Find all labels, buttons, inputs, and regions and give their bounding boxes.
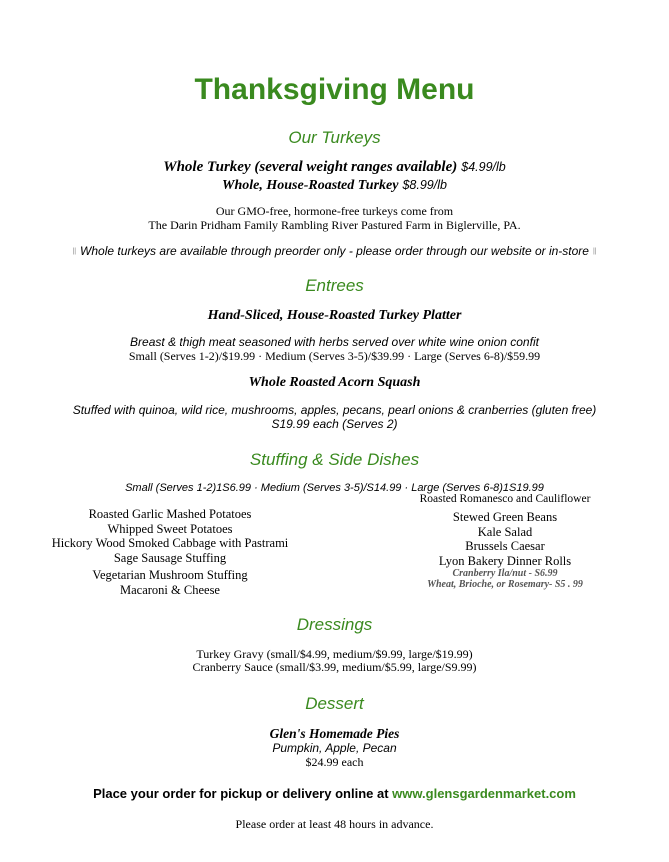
sides-prices: Small (Serves 1-2)1S6.99 · Medium (Serves 3-5)/S14.99 · Large (Serves 6-8)1S19.99: [125, 482, 544, 494]
dressing-cranberry-sauce: Cranberry Sauce (small/$3.99, medium/$5.99, large/S9.99): [192, 660, 477, 674]
section-heading-dessert: Dessert: [305, 694, 364, 713]
turkey-source-line-1: Our GMO-free, hormone-free turkeys come from: [215, 204, 454, 218]
entree-turkey-platter-prices: Small (Serves 1-2)/$19.99 · Medium (Serves 3-5)/$39.99 · Large (Serves 6-8)/$59.99: [128, 349, 541, 363]
advance-notice: Please order at least 48 hours in advance.: [235, 817, 434, 831]
side-note-cranberry: Cranberry Ila/nut - S6.99: [452, 568, 558, 579]
side-item: Macaroni & Cheese: [120, 582, 220, 597]
dessert-pies-name: Glen's Homemade Pies: [269, 726, 400, 741]
side-item: Stewed Green Beans: [452, 510, 558, 524]
page-title: Thanksgiving Menu: [194, 73, 475, 106]
turkey-roasted-name: Whole, House-Roasted Turkey: [222, 178, 399, 193]
side-item: Lyon Bakery Dinner Rolls: [438, 553, 572, 568]
side-item: Vegetarian Mushroom Stuffing: [92, 568, 248, 582]
entree-acorn-squash-price: S19.99 each (Serves 2): [271, 417, 398, 431]
order-online-line: [0, 786, 669, 801]
entree-acorn-squash-name: Whole Roasted Acorn Squash: [248, 375, 421, 390]
preorder-mark-right: ||: [592, 247, 597, 255]
dessert-pies-flavors: Pumpkin, Apple, Pecan: [272, 741, 397, 755]
side-item: Hickory Wood Smoked Cabbage with Pastrami: [51, 536, 289, 550]
side-item: Whipped Sweet Potatoes: [107, 521, 233, 536]
section-heading-dressings: Dressings: [296, 615, 373, 634]
side-item: Brussels Caesar: [465, 539, 545, 553]
order-online-text: Place your order for pickup or delivery online at: [93, 786, 389, 801]
website-link[interactable]: www.glensgardenmarket.com: [392, 786, 576, 801]
preorder-text: Whole turkeys are available through preorder only - please order through our website or in-store: [80, 244, 589, 258]
side-item: Sage Sausage Stuffing: [113, 550, 227, 565]
turkey-line-2: [0, 176, 669, 194]
side-item: Roasted Garlic Mashed Potatoes: [88, 507, 252, 521]
side-item: Roasted Romanesco and Cauliflower: [419, 493, 591, 505]
side-item: Kale Salad: [477, 524, 533, 539]
entree-turkey-platter-desc: Breast & thigh meat seasoned with herbs served over white wine onion confit: [130, 335, 539, 349]
sides-left-column: [40, 507, 300, 597]
dressing-turkey-gravy: Turkey Gravy (small/$4.99, medium/$9.99, large/$19.99): [196, 647, 473, 661]
turkey-roasted-price: $8.99/lb: [402, 178, 447, 192]
dessert-pies-price: $24.99 each: [305, 755, 364, 769]
preorder-mark-left: ||: [72, 247, 77, 255]
turkey-line-1: [0, 158, 669, 176]
section-heading-turkeys: Our Turkeys: [288, 128, 381, 147]
section-heading-entrees: Entrees: [305, 276, 364, 295]
turkey-preorder-note: [0, 242, 669, 260]
entree-acorn-squash-desc: Stuffed with quinoa, wild rice, mushrooms, apples, pecans, pearl onions & cranberries (gluten free): [72, 403, 597, 417]
sides-right-column: [395, 493, 615, 590]
turkey-source-line-2: The Darin Pridham Family Rambling River Pastured Farm in Biglerville, PA.: [148, 218, 521, 232]
section-heading-sides: Stuffing & Side Dishes: [249, 450, 420, 469]
turkey-whole-price: $4.99/lb: [461, 160, 506, 174]
turkey-whole-name: Whole Turkey (several weight ranges available): [163, 159, 458, 175]
side-note-rolls: Wheat, Brioche, or Rosemary- S5 . 99: [427, 579, 583, 590]
entree-turkey-platter-name: Hand-Sliced, House-Roasted Turkey Platter: [207, 308, 462, 323]
